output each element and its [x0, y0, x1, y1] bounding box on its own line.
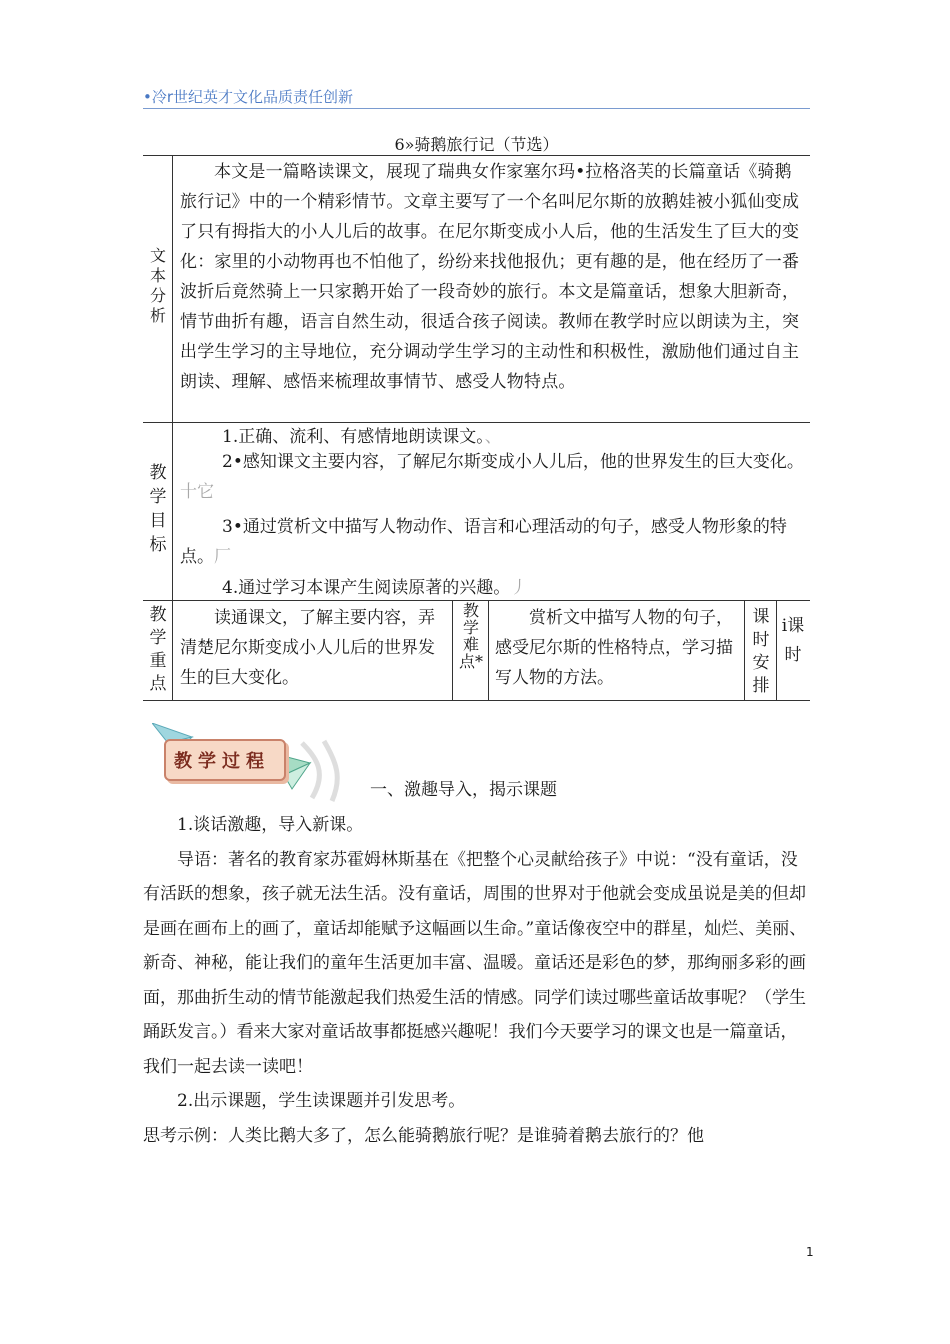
table-col-line-4: [776, 600, 777, 700]
page-number: 1: [806, 1245, 814, 1259]
difficulty-text: 赏析文中描写人物的句子，感受尼尔斯的性格特点，学习描写人物的方法。: [495, 608, 733, 688]
table-border-top: [143, 155, 810, 156]
analysis-text: 本文是一篇略读课文，展现了瑞典女作家塞尔玛•拉格洛芙的长篇童话《骑鹅旅行记》中的一个精彩情节。文章主要写了一个名叫尼尔斯的放鹅娃被小狐仙变成了只有拇指大的小人儿后的故事。在尼尔斯变成小人后，他的生活发生了巨大的变化：家里的小动物再也不怕他了，纷纷来找他报仇；更有趣的是，他在经历了一番波折后竟然骑上一只家鹅开始了一段奇妙的旅行。本文是篇童话，想象大胆新奇，情节曲折有趣，语言自然生动，很适合孩子阅读。教师在教学时应以朗读为主，突出学生学习的主导地位，充分调动学生学习的主动性和积极性，激励他们通过自主朗读、理解、感悟来梳理故事情节、感受人物特点。: [180, 162, 800, 392]
goal-item-1: 1.正确、流利、有感情地朗读课文。、: [222, 427, 502, 447]
process-paragraph-4: 思考示例：人类比鹅大多了，怎么能骑鹅旅行呢？是谁骑着鹅去旅行的？他: [143, 1125, 704, 1146]
keypoints-text: 读通课文，了解主要内容，弄清楚尼尔斯变成小人儿后的世界发生的巨大变化。: [180, 608, 435, 688]
table-col-line-3: [744, 600, 745, 700]
goal-item-2: 2•感知课文主要内容，了解尼尔斯变成小人儿后，他的世界发生的巨大变化。十它: [180, 452, 804, 502]
goals-label: 教学目标: [149, 463, 167, 555]
goal-item-4: 4.通过学习本课产生阅读原著的兴趣。丿: [222, 578, 528, 598]
difficulty-cell: [495, 603, 740, 693]
difficulty-label: 教学难点*: [458, 601, 483, 671]
lesson-title: 6»骑鹅旅行记（节选）: [394, 135, 559, 154]
analysis-cell: [180, 157, 805, 397]
badge-text: 教学过程: [174, 751, 270, 772]
goal-item-3: 3•通过赏析文中描写人物动作、语言和心理活动的句子，感受人物形象的特点。厂: [180, 517, 787, 567]
process-paragraph-1: 1.谈话激趣，导入新课。: [177, 815, 364, 835]
process-paragraph-3: 2.出示课题，学生读课题并引发思考。: [177, 1091, 466, 1111]
table-col-line-2: [488, 600, 489, 700]
analysis-label: 文本分析: [149, 246, 166, 325]
process-paragraph-2: 导语：著名的教育家苏霍姆林斯基在《把整个心灵献给孩子》中说：“没有童话，没有活跃的想象，孩子就无法生活。没有童话，周围的世界对于他就会变成虽说是美的但却是画在画布上的画了，童话却能赋予这幅画以生命。”童话像夜空中的群星，灿烂、美丽、新奇、神秘，能让我们的童年生活更加丰富、温暖。童话还是彩色的梦，那绚丽多彩的画面，那曲折生动的情节能激起我们热爱生活的情感。同学们读过哪些童话故事呢？（学生踊跃发言。）看来大家对童话故事都挺感兴趣呢！我们今天要学习的课文也是一篇童话，我们一起去读一读吧！: [143, 849, 807, 1077]
keypoints-cell: [180, 603, 448, 693]
table-label-column-line: [172, 155, 173, 700]
keypoints-label: 教学重点: [149, 605, 167, 694]
table-col-line-1: [452, 600, 453, 700]
page-header: •冷r世纪英才文化品质责任创新: [143, 86, 810, 109]
teaching-process-badge: [152, 723, 352, 808]
section-title: 一、激趣导入，揭示课题: [370, 780, 557, 800]
process-body: [143, 808, 813, 1153]
table-border-bottom: [143, 700, 810, 701]
schedule-value: i课时: [781, 616, 805, 665]
schedule-label: 课时安排: [752, 607, 770, 696]
